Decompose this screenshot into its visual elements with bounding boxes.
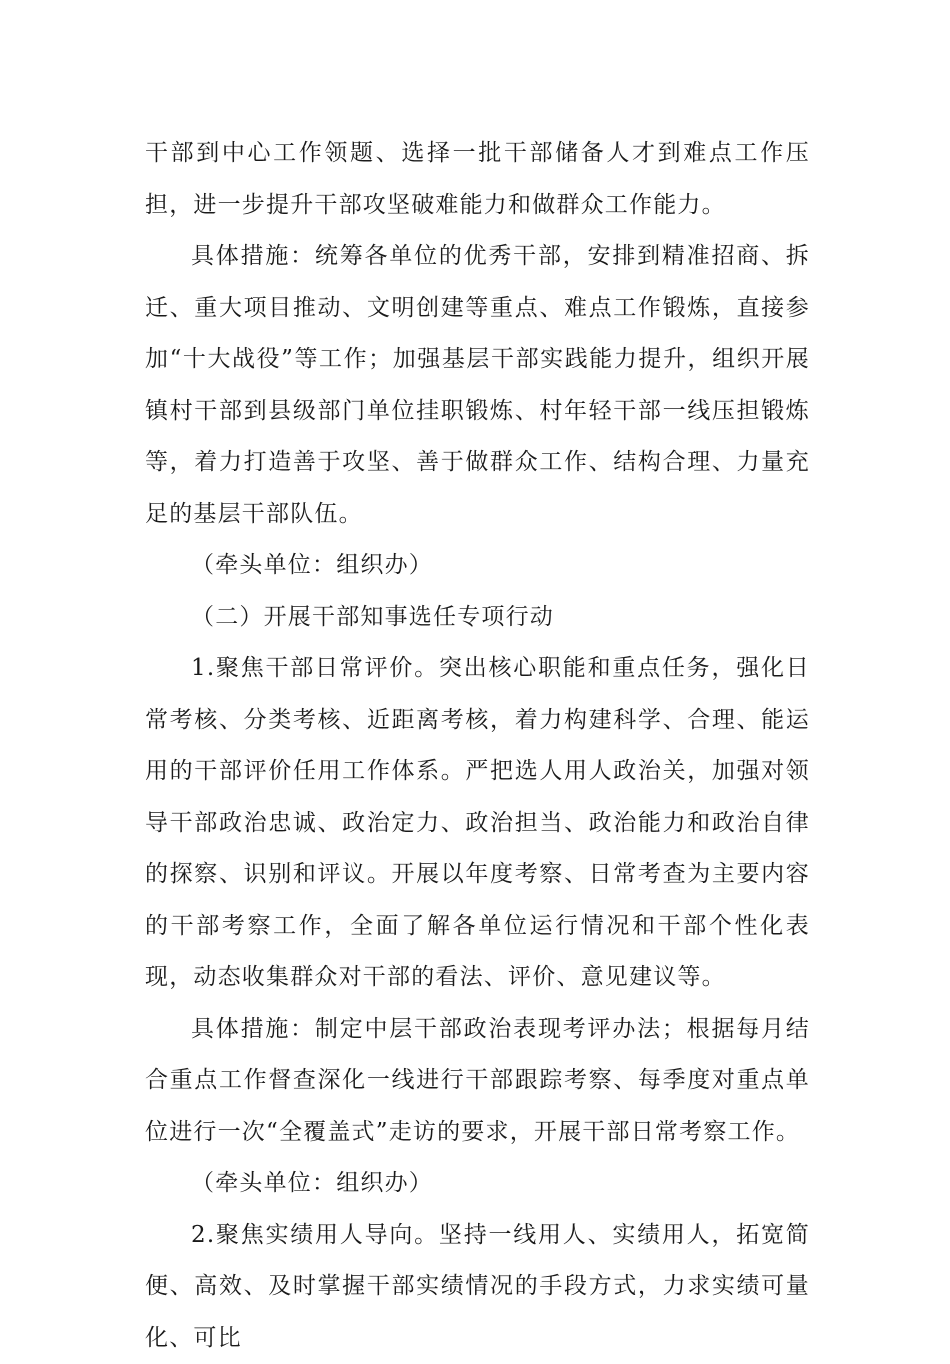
paragraph-3: （牵头单位：组织办） bbox=[145, 540, 810, 592]
paragraph-5: 1.聚焦干部日常评价。突出核心职能和重点任务，强化日常考核、分类考核、近距离考核，着力构建科学、合理、能运用的干部评价任用工作体系。严把选人用人政治关，加强对领导干部政治忠诚、政治定力、政治担当、政治能力和政治自律的探察、识别和评议。开展以年度考察、日常考查为主要内容的干部考察工作，全面了解各单位运行情况和干部个性化表现，动态收集群众对干部的看法、评价、意见建议等。 bbox=[145, 643, 810, 1004]
paragraph-1: 干部到中心工作领题、选择一批干部储备人才到难点工作压担，进一步提升干部攻坚破难能力和做群众工作能力。 bbox=[145, 128, 810, 231]
document-body bbox=[145, 128, 810, 1364]
paragraph-8: 2.聚焦实绩用人导向。坚持一线用人、实绩用人，拓宽简便、高效、及时掌握干部实绩情况的手段方式，力求实绩可量化、可比 bbox=[145, 1210, 810, 1364]
paragraph-7: （牵头单位：组织办） bbox=[145, 1158, 810, 1210]
paragraph-2: 具体措施：统筹各单位的优秀干部，安排到精准招商、拆迁、重大项目推动、文明创建等重点、难点工作锻炼，直接参加“十大战役”等工作；加强基层干部实践能力提升，组织开展镇村干部到县级部门单位挂职锻炼、村年轻干部一线压担锻炼等，着力打造善于攻坚、善于做群众工作、结构合理、力量充足的基层干部队伍。 bbox=[145, 231, 810, 540]
paragraph-6: 具体措施：制定中层干部政治表现考评办法；根据每月结合重点工作督查深化一线进行干部跟踪考察、每季度对重点单位进行一次“全覆盖式”走访的要求，开展干部日常考察工作。 bbox=[145, 1004, 810, 1159]
section-heading: （二）开展干部知事选任专项行动 bbox=[145, 592, 810, 644]
